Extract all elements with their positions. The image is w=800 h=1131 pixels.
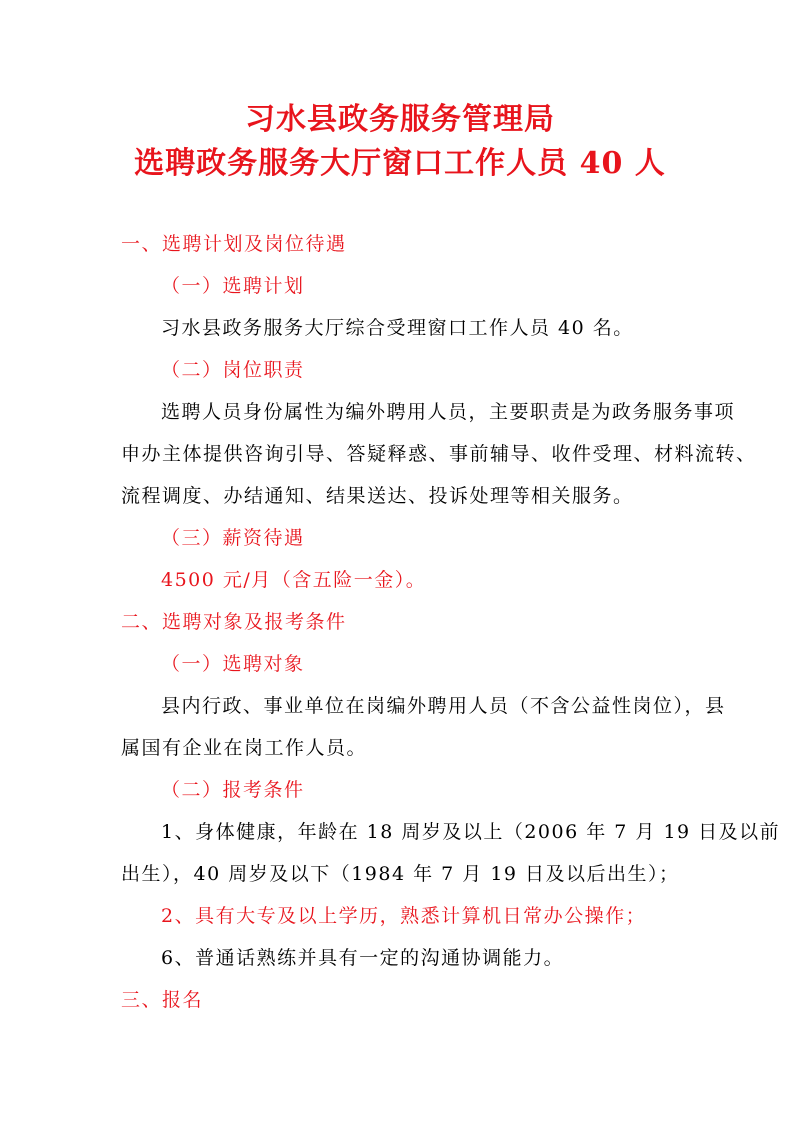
condition-item-2: 2、具有大专及以上学历，熟悉计算机日常办公操作； — [161, 905, 647, 927]
paragraph-line: 流程调度、办结通知、结果送达、投诉处理等相关服务。 — [121, 485, 634, 507]
condition-item-3: 6、普通话熟练并具有一定的沟通协调能力。 — [161, 947, 565, 969]
paragraph-line: 县内行政、事业单位在岗编外聘用人员（不含公益性岗位），县 — [161, 695, 726, 717]
section1-sub2-heading: （二）岗位职责 — [161, 359, 305, 381]
section3-heading: 三、报名 — [121, 989, 204, 1011]
doc-title-line1: 习水县政务服务管理局 — [245, 102, 555, 137]
paragraph-line: 申办主体提供咨询引导、答疑释惑、事前辅导、收件受理、材料流转、 — [121, 443, 757, 465]
section2-sub2-heading: （二）报考条件 — [161, 779, 305, 801]
doc-title-line2: 选聘政务服务大厅窗口工作人员 40 人 — [134, 146, 666, 181]
paragraph-line: 属国有企业在岗工作人员。 — [121, 737, 368, 759]
condition-item-1-cont: 出生），40 周岁及以下（1984 年 7 月 19 日及以后出生）； — [121, 863, 680, 885]
section1-sub1-text: 习水县政务服务大厅综合受理窗口工作人员 40 名。 — [161, 317, 634, 339]
section2-sub1-heading: （一）选聘对象 — [161, 653, 305, 675]
paragraph-line: 选聘人员身份属性为编外聘用人员，主要职责是为政务服务事项 — [161, 401, 736, 423]
section2-heading: 二、选聘对象及报考条件 — [121, 611, 347, 633]
section1-sub3-heading: （三）薪资待遇 — [161, 527, 305, 549]
section1-sub1-heading: （一）选聘计划 — [161, 275, 305, 297]
section1-heading: 一、选聘计划及岗位待遇 — [121, 233, 347, 255]
salary-text: 4500 元/月（含五险一金）。 — [161, 569, 427, 591]
condition-item-1: 1、身体健康，年龄在 18 周岁及以上（2006 年 7 月 19 日及以前 — [161, 821, 781, 843]
